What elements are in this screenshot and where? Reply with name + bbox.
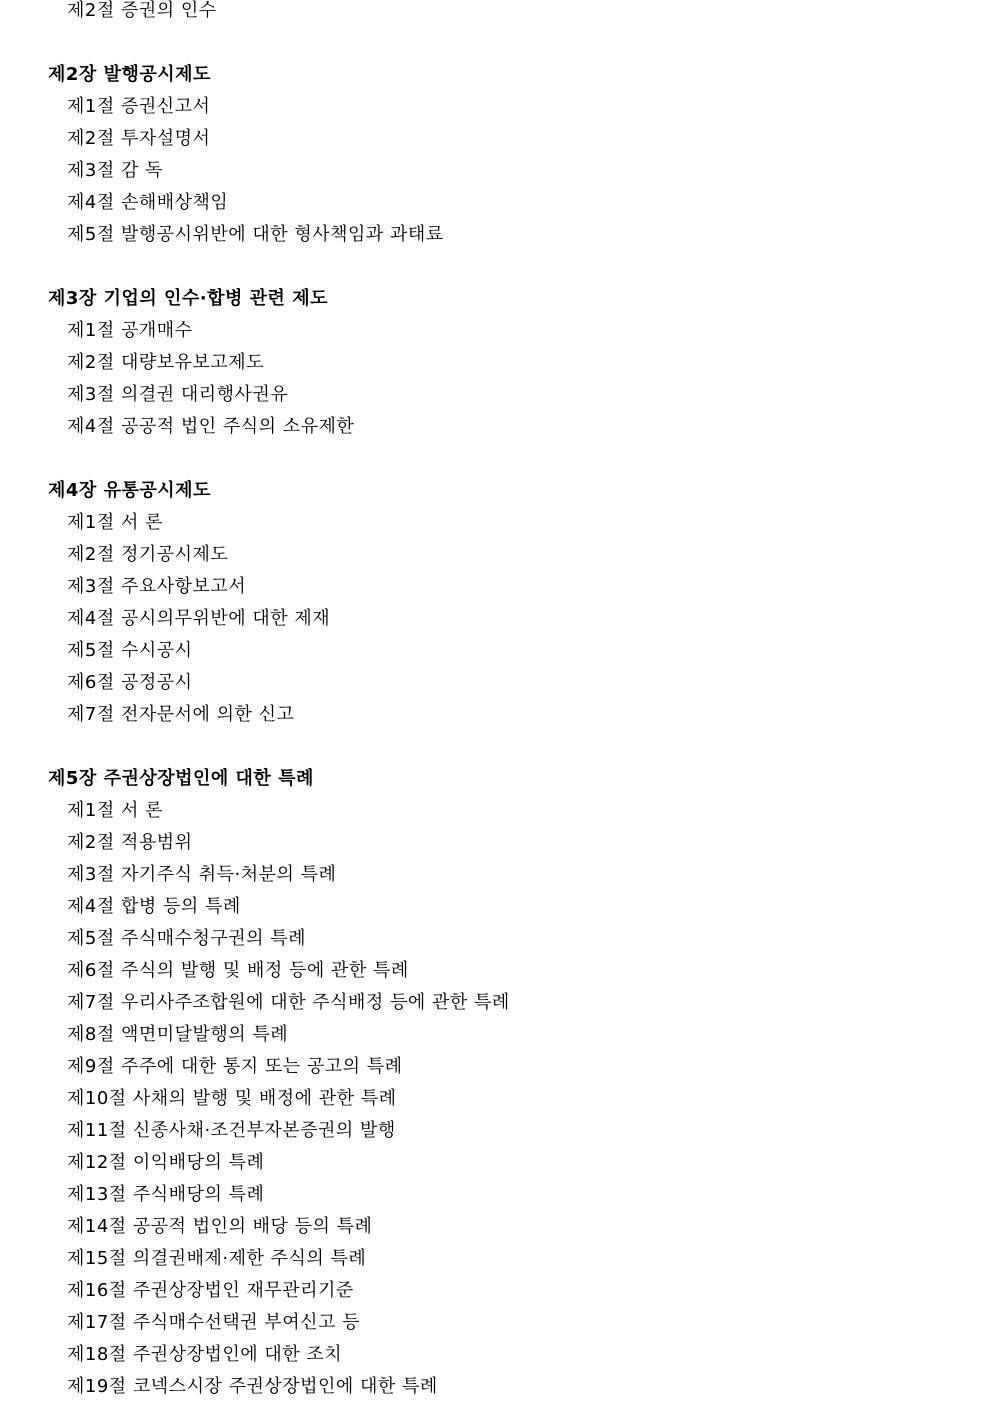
section-entry: 제1절 서 론 xyxy=(67,800,163,821)
section-entry: 제3절 의결권 대리행사권유 xyxy=(67,384,289,405)
section-entry: 제3절 주요사항보고서 xyxy=(67,576,247,597)
chapter-heading: 제4장 유통공시제도 xyxy=(48,480,211,501)
section-entry: 제4절 공시의무위반에 대한 제재 xyxy=(67,608,331,629)
section-entry: 제16절 주권상장법인 재무관리기준 xyxy=(67,1280,354,1301)
section-entry: 제5절 수시공시 xyxy=(67,640,193,661)
section-entry: 제3절 감 독 xyxy=(67,160,163,181)
section-entry: 제15절 의결권배제·제한 주식의 특례 xyxy=(67,1248,367,1269)
section-entry: 제3절 자기주식 취득·처분의 특례 xyxy=(67,864,337,885)
section-entry: 제9절 주주에 대한 통지 또는 공고의 특례 xyxy=(67,1056,403,1077)
section-entry: 제14절 공공적 법인의 배당 등의 특례 xyxy=(67,1216,373,1237)
section-entry: 제2절 증권의 인수 xyxy=(67,0,217,21)
section-entry: 제2절 정기공시제도 xyxy=(67,544,229,565)
section-entry: 제8절 액면미달발행의 특례 xyxy=(67,1024,289,1045)
section-entry: 제19절 코넥스시장 주권상장법인에 대한 특례 xyxy=(67,1376,438,1397)
section-entry: 제12절 이익배당의 특례 xyxy=(67,1152,265,1173)
section-entry: 제11절 신종사채·조건부자본증권의 발행 xyxy=(67,1120,396,1141)
chapter-heading: 제3장 기업의 인수·합병 관련 제도 xyxy=(48,288,328,309)
section-entry: 제1절 증권신고서 xyxy=(67,96,211,117)
section-entry: 제2절 투자설명서 xyxy=(67,128,211,149)
section-entry: 제2절 대량보유보고제도 xyxy=(67,352,265,373)
chapter-heading: 제2장 발행공시제도 xyxy=(48,64,211,85)
section-entry: 제6절 주식의 발행 및 배정 등에 관한 특례 xyxy=(67,960,409,981)
chapter-heading: 제5장 주권상장법인에 대한 특례 xyxy=(48,768,314,789)
section-entry: 제4절 공공적 법인 주식의 소유제한 xyxy=(67,416,355,437)
section-entry: 제7절 전자문서에 의한 신고 xyxy=(67,704,295,725)
section-entry: 제10절 사채의 발행 및 배정에 관한 특례 xyxy=(67,1088,397,1109)
section-entry: 제6절 공정공시 xyxy=(67,672,193,693)
section-entry: 제7절 우리사주조합원에 대한 주식배정 등에 관한 특례 xyxy=(67,992,510,1013)
section-entry: 제17절 주식매수선택권 부여신고 등 xyxy=(67,1312,360,1333)
section-entry: 제18절 주권상장법인에 대한 조치 xyxy=(67,1344,343,1365)
section-entry: 제4절 합병 등의 특례 xyxy=(67,896,241,917)
section-entry: 제13절 주식배당의 특례 xyxy=(67,1184,265,1205)
section-entry: 제4절 손해배상책임 xyxy=(67,192,229,213)
section-entry: 제1절 서 론 xyxy=(67,512,163,533)
section-entry: 제5절 발행공시위반에 대한 형사책임과 과태료 xyxy=(67,224,444,245)
section-entry: 제2절 적용범위 xyxy=(67,832,193,853)
section-entry: 제5절 주식매수청구권의 특례 xyxy=(67,928,307,949)
section-entry: 제1절 공개매수 xyxy=(67,320,193,341)
